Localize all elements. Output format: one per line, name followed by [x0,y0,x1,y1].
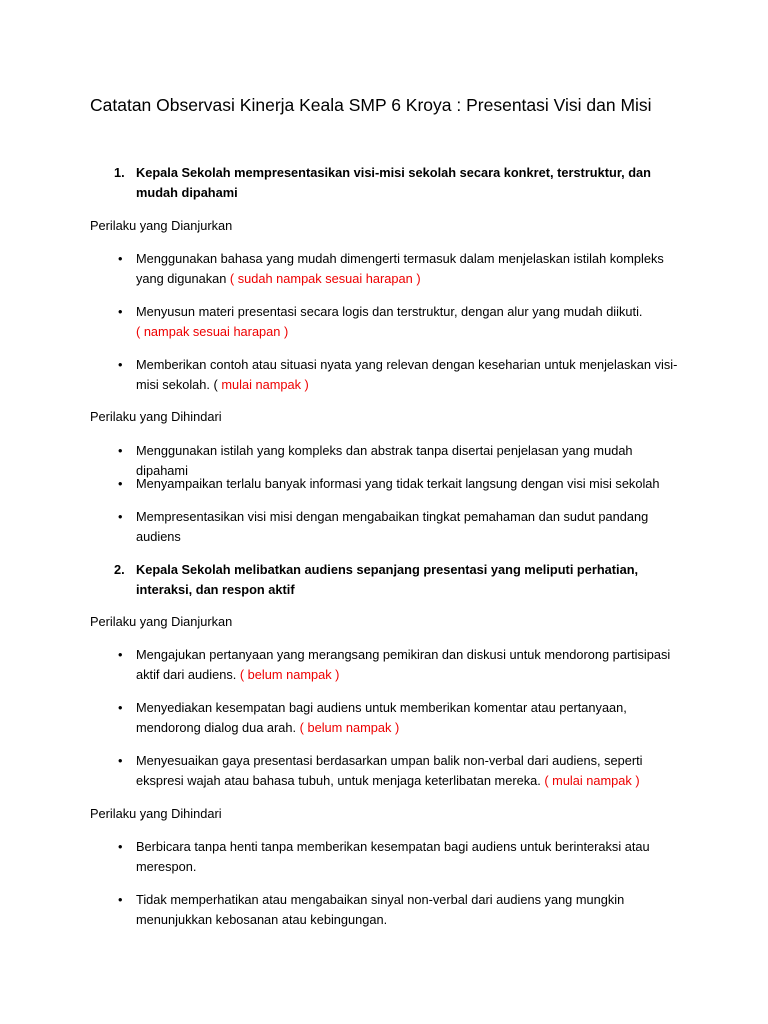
item-text: Mengajukan pertanyaan yang merangsang pemikiran dan diskusi untuk mendorong partisipasi aktif dari audiens. [136,647,671,682]
section-1-number: 1. [114,165,125,180]
bullet-glyph: • [118,892,123,907]
observation-note: ( belum nampak ) [236,667,340,682]
list-item-text [136,249,678,289]
section-2-recommended-label: Perilaku yang Dianjurkan [90,614,233,629]
bullet-glyph: • [118,357,123,372]
section-2-avoided-label: Perilaku yang Dihindari [90,806,222,821]
bullet-glyph: • [118,304,123,319]
section-1-heading [114,163,674,203]
list-item-text: Mempresentasikan visi misi dengan mengabaikan tingkat pemahaman dan sudut pandang audiens [136,509,649,544]
list-item [118,302,678,342]
bullet-glyph: • [118,839,123,854]
list-item [118,355,678,395]
observation-note: mulai nampak ) [217,377,309,392]
list-item-text [136,751,678,791]
list-item-text [136,355,678,395]
observation-note: ( sudah nampak sesuai harapan ) [226,271,421,286]
list-item [118,507,678,547]
list-item-text: Menyampaikan terlalu banyak informasi yang tidak terkait langsung dengan visi misi sekolah [136,476,660,491]
list-item [118,645,678,685]
item-text: Menyusun materi presentasi secara logis dan terstruktur, dengan alur yang mudah diikuti. [136,304,643,319]
item-text: Menyediakan kesempatan bagi audiens untuk memberikan komentar atau pertanyaan, mendorong dialog dua arah. [136,700,627,735]
list-item-text [136,645,678,685]
observation-note: ( mulai nampak ) [540,773,640,788]
bullet-glyph: • [118,700,123,715]
list-item-text: Tidak memperhatikan atau mengabaikan sinyal non-verbal dari audiens yang mungkin menunjukkan kebosanan atau kebingungan. [136,892,625,927]
list-item [118,249,678,289]
section-1-recommended-label: Perilaku yang Dianjurkan [90,218,233,233]
list-item-text: Menggunakan istilah yang kompleks dan abstrak tanpa disertai penjelasan yang mudah dipahami [136,443,633,478]
item-text: Menyesuaikan gaya presentasi berdasarkan umpan balik non-verbal dari audiens, seperti ekspresi wajah atau bahasa tubuh, untuk menjaga keterlibatan mereka. [136,753,643,788]
list-item [118,837,678,877]
list-item [118,698,678,738]
list-item-text: Berbicara tanpa henti tanpa memberikan kesempatan bagi audiens untuk berinteraksi atau merespon. [136,839,650,874]
bullet-glyph: • [118,753,123,768]
observation-note: ( belum nampak ) [296,720,400,735]
list-item-text [136,698,678,738]
item-text: Menggunakan bahasa yang mudah dimengerti termasuk dalam menjelaskan istilah kompleks yang digunakan [136,251,664,286]
list-item [118,474,678,494]
bullet-glyph: • [118,509,123,524]
section-2-heading-text: Kepala Sekolah melibatkan audiens sepanjang presentasi yang meliputi perhatian, interaksi, dan respon aktif [136,562,639,597]
section-2-number: 2. [114,562,125,577]
document-title: Catatan Observasi Kinerja Keala SMP 6 Kroya : Presentasi Visi dan Misi [90,95,652,115]
observation-note: ( nampak sesuai harapan ) [136,324,289,339]
section-1-avoided-label: Perilaku yang Dihindari [90,409,222,424]
bullet-glyph: • [118,476,123,491]
list-item [118,890,678,930]
item-text: Memberikan contoh atau situasi nyata yang relevan dengan keseharian untuk menjelaskan visi-misi sekolah. ( [136,357,678,392]
bullet-glyph: • [118,647,123,662]
bullet-glyph: • [118,251,123,266]
list-item-text [136,302,678,342]
bullet-glyph: • [118,443,123,458]
section-2-heading [114,560,674,600]
section-1-heading-text: Kepala Sekolah mempresentasikan visi-misi sekolah secara konkret, terstruktur, dan mudah dipahami [136,165,651,200]
list-item [118,751,678,791]
